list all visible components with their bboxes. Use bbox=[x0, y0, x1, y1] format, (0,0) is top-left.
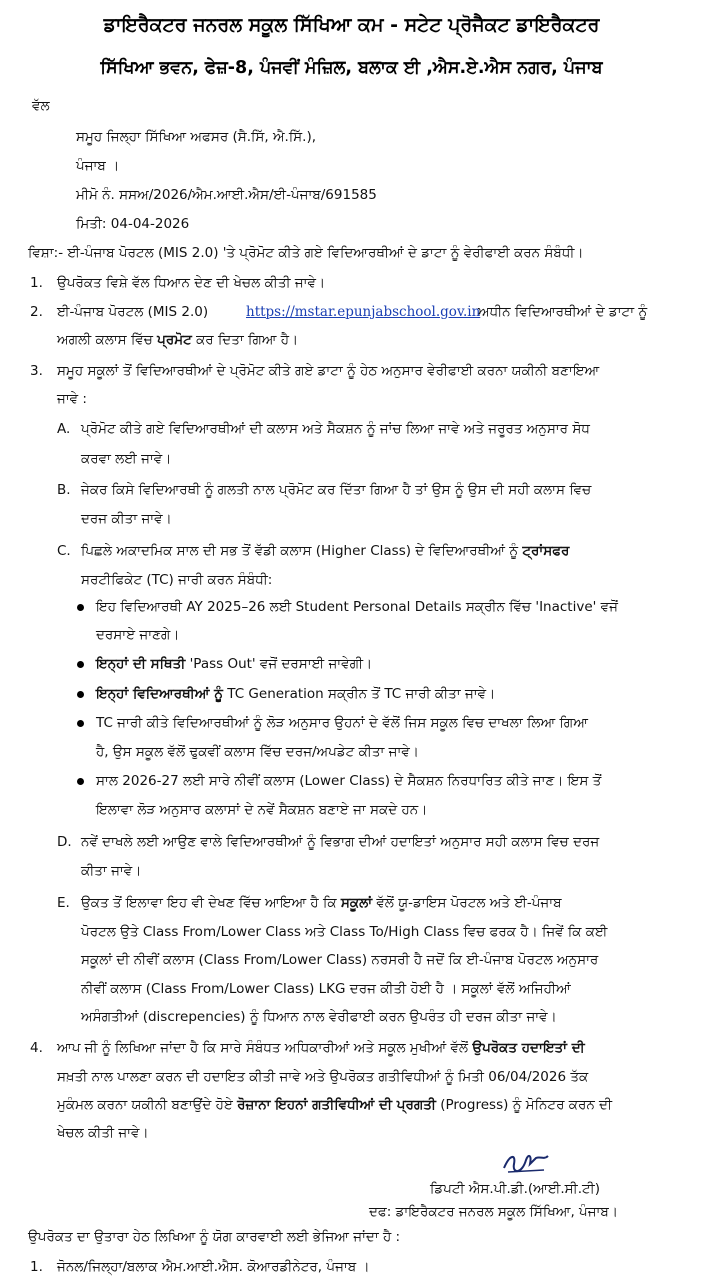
item-e-line3: ਸਕੂਲਾਂ ਦੀ ਨੀਵੀਂ ਕਲਾਸ (Class From/Lower Class) ਨਰਸਰੀ ਹੈ ਜਦੋਂ ਕਿ ਈ-ਪੰਜਾਬ ਪੋਰਟਲ ਅਨੁਸਾਰ bbox=[81, 952, 599, 968]
item-c-label: C. bbox=[57, 543, 71, 559]
addressed-to: ਵੱਲ bbox=[32, 98, 50, 114]
memo-date: ਮਿਤੀ: 04-04-2026 bbox=[76, 216, 190, 232]
item-a-line1: ਪ੍ਰੋਮੋਟ ਕੀਤੇ ਗਏ ਵਿਦਿਆਰਥੀਆਂ ਦੀ ਕਲਾਸ ਅਤੇ ਸੈਕਸ਼ਨ ਨੂੰ ਜਾਂਚ ਲਿਆ ਜਾਵੇ ਅਤੇ ਜਰੂਰਤ ਅਨੁਸਾਰ ਸੋਧ bbox=[81, 421, 590, 437]
p4-line2: ਸਖ਼ਤੀ ਨਾਲ ਪਾਲਣਾ ਕਰਨ ਦੀ ਹਦਾਇਤ ਕੀਤੀ ਜਾਵੇ ਅਤੇ ਉਪਰੋਕਤ ਗਤੀਵਿਧੀਆਂ ਨੂੰ ਮਿਤੀ 06/04/2026 ਤੱਕ bbox=[57, 1069, 589, 1085]
bullet-dot bbox=[77, 661, 84, 668]
p1-text: ਉਪਰੋਕਤ ਵਿਸ਼ੇ ਵੱਲ ਧਿਆਨ ਦੇਣ ਦੀ ਖੇਚਲ ਕੀਤੀ ਜਾਵੇ। bbox=[57, 275, 326, 291]
item-e-line1: ਉਕਤ ਤੋਂ ਇਲਾਵਾ ਇਹ ਵੀ ਦੇਖਣ ਵਿੱਚ ਆਇਆ ਹੈ ਕਿ ਸਕੂਲਾਂ ਵੱਲੋਂ ਯੂ-ਡਾਇਸ ਪੋਰਟਲ ਅਤੇ ਈ-ਪੰਜਾਬ bbox=[81, 895, 562, 911]
item-a-label: A. bbox=[57, 421, 71, 437]
item-c-line1: ਪਿਛਲੇ ਅਕਾਦਮਿਕ ਸਾਲ ਦੀ ਸਭ ਤੋਂ ਵੱਡੀ ਕਲਾਸ (Higher Class) ਦੇ ਵਿਦਿਆਰਥੀਆਂ ਨੂੰ ਟ੍ਰਾਂਸਫਰ bbox=[81, 543, 570, 559]
item-e-label: E. bbox=[57, 895, 70, 911]
bullet-dot bbox=[77, 691, 84, 698]
bullet5-line2: ਇਲਾਵਾ ਲੋੜ ਅਨੁਸਾਰ ਕਲਾਸਾਂ ਦੇ ਨਵੇਂ ਸੈਕਸ਼ਨ ਬਣਾਏ ਜਾ ਸਕਦੇ ਹਨ। bbox=[96, 802, 428, 818]
epunjab-link[interactable]: https://mstar.epunjabschool.gov.in bbox=[246, 304, 481, 320]
subject: ਵਿਸ਼ਾ:- ਈ-ਪੰਜਾਬ ਪੋਰਟਲ (MIS 2.0) 'ਤੇ ਪ੍ਰੋਮੋਟ ਕੀਤੇ ਗਏ ਵਿਦਿਆਰਥੀਆਂ ਦੇ ਡਾਟਾ ਨੂੰ ਵੇਰੀਫਾਈ ਕਰਨ ਸੰਬੰਧੀ। bbox=[28, 245, 584, 261]
p4-line1: ਆਪ ਜੀ ਨੂੰ ਲਿਖਿਆ ਜਾਂਦਾ ਹੈ ਕਿ ਸਾਰੇ ਸੰਬੰਧਤ ਅਧਿਕਾਰੀਆਂ ਅਤੇ ਸਕੂਲ ਮੁਖੀਆਂ ਵੱਲੋਂ ਉਪਰੋਕਤ ਹਦਾਇਤਾਂ ਦੀ bbox=[57, 1040, 585, 1056]
bullet1-line2: ਦਰਸਾਏ ਜਾਣਗੇ। bbox=[96, 627, 180, 643]
header-title: ਡਾਇਰੈਕਟਰ ਜਨਰਲ ਸਕੂਲ ਸਿੱਖਿਆ ਕਮ - ਸਟੇਟ ਪ੍ਰੋਜੈਕਟ ਡਾਇਰੈਕਟਰ bbox=[103, 14, 600, 36]
p3-number: 3. bbox=[30, 363, 43, 379]
p1-number: 1. bbox=[30, 275, 43, 291]
signature-mark bbox=[500, 1150, 552, 1176]
item-e-line4: ਨੀਵੀਂ ਕਲਾਸ (Class From/Lower Class) LKG ਦਰਜ ਕੀਤੀ ਹੋਈ ਹੈ । ਸਕੂਲਾਂ ਵੱਲੋਂ ਅਜਿਹੀਆਂ bbox=[81, 981, 571, 997]
header-address: ਸਿੱਖਿਆ ਭਵਨ, ਫੇਜ਼-8, ਪੰਜਵੀਂ ਮੰਜ਼ਿਲ, ਬਲਾਕ ਈ ,ਐਸ.ਏ.ਐਸ ਨਗਰ, ਪੰਜਾਬ bbox=[100, 58, 603, 78]
bullet1-line1: ਇਹ ਵਿਦਿਆਰਥੀ AY 2025–26 ਲਈ Student Personal Details ਸਕ੍ਰੀਨ ਵਿੱਚ 'Inactive' ਵਜੋਂ bbox=[96, 599, 618, 615]
p2-line1b: ਅਧੀਨ ਵਿਦਿਆਰਥੀਆਂ ਦੇ ਡਾਟਾ ਨੂੰ bbox=[478, 304, 648, 320]
signatory-designation: ਡਿਪਟੀ ਐਸ.ਪੀ.ਡੀ.(ਆਈ.ਸੀ.ਟੀ) bbox=[430, 1181, 600, 1197]
item-b-line2: ਦਰਜ ਕੀਤਾ ਜਾਵੇ। bbox=[81, 511, 172, 527]
bullet5-line1: ਸਾਲ 2026-27 ਲਈ ਸਾਰੇ ਨੀਵੀਂ ਕਲਾਸ (Lower Class) ਦੇ ਸੈਕਸ਼ਨ ਨਿਰਧਾਰਿਤ ਕੀਤੇ ਜਾਣ। ਇਸ ਤੋਂ bbox=[96, 773, 602, 789]
recipient-state: ਪੰਜਾਬ । bbox=[76, 158, 120, 174]
endorsement-item-number: 1. bbox=[30, 1259, 43, 1275]
bullet-dot bbox=[77, 778, 84, 785]
endorsement-line: ਉਪਰੋਕਤ ਦਾ ਉਤਾਰਾ ਹੇਠ ਲਿਖਿਆ ਨੂੰ ਯੋਗ ਕਾਰਵਾਈ ਲਈ ਭੇਜਿਆ ਜਾਂਦਾ ਹੈ : bbox=[28, 1229, 401, 1245]
item-a-line2: ਕਰਵਾ ਲਈ ਜਾਵੇ। bbox=[81, 451, 172, 467]
endorsement-item: ਜੋਨਲ/ਜਿਲ੍ਹਾ/ਬਲਾਕ ਐਮ.ਆਈ.ਐਸ. ਕੋਆਰਡੀਨੇਟਰ, ਪੰਜਾਬ । bbox=[57, 1259, 370, 1275]
item-d-line2: ਕੀਤਾ ਜਾਵੇ। bbox=[81, 863, 142, 879]
item-c-line2: ਸਰਟੀਫਿਕੇਟ (TC) ਜਾਰੀ ਕਰਨ ਸੰਬੰਧੀ: bbox=[81, 572, 273, 588]
item-d-label: D. bbox=[57, 834, 72, 850]
item-d-line1: ਨਵੇਂ ਦਾਖਲੇ ਲਈ ਆਉਣ ਵਾਲੇ ਵਿਦਿਆਰਥੀਆਂ ਨੂੰ ਵਿਭਾਗ ਦੀਆਂ ਹਦਾਇਤਾਂ ਅਨੁਸਾਰ ਸਹੀ ਕਲਾਸ ਵਿਚ ਦਰਜ bbox=[81, 834, 600, 850]
bullet4-line1: TC ਜਾਰੀ ਕੀਤੇ ਵਿਦਿਆਰਥੀਆਂ ਨੂੰ ਲੋੜ ਅਨੁਸਾਰ ਉਹਨਾਂ ਦੇ ਵੱਲੋਂ ਜਿਸ ਸਕੂਲ ਵਿਚ ਦਾਖਲਾ ਲਿਆ ਗਿਆ bbox=[96, 715, 588, 731]
p2-number: 2. bbox=[30, 304, 43, 320]
p4-line3: ਮੁਕੰਮਲ ਕਰਨਾ ਯਕੀਨੀ ਬਣਾਉਂਦੇ ਹੋਏ ਰੋਜ਼ਾਨਾ ਇਹਨਾਂ ਗਤੀਵਿਧੀਆਂ ਦੀ ਪ੍ਰਗਤੀ (Progress) ਨੂੰ ਮੋਨਿਟਰ ਕਰਨ ਦੀ bbox=[57, 1097, 613, 1113]
item-b-label: B. bbox=[57, 482, 71, 498]
bullet4-line2: ਹੈ, ਉਸ ਸਕੂਲ ਵੱਲੋਂ ਢੁਕਵੀਂ ਕਲਾਸ ਵਿੱਚ ਦਰਜ/ਅਪਡੇਟ ਕੀਤਾ ਜਾਵੇ। bbox=[96, 744, 419, 760]
recipient: ਸਮੂਹ ਜਿਲ੍ਹਾ ਸਿੱਖਿਆ ਅਫਸਰ (ਸੈ.ਸਿੱ, ਐ.ਸਿੱ.), bbox=[76, 129, 317, 145]
bullet-dot bbox=[77, 720, 84, 727]
p4-number: 4. bbox=[30, 1040, 43, 1056]
signatory-office: ਦਫ: ਡਾਇਰੈਕਟਰ ਜਨਰਲ ਸਕੂਲ ਸਿੱਖਿਆ, ਪੰਜਾਬ। bbox=[369, 1204, 618, 1220]
bullet3: ਇਨ੍ਹਾਂ ਵਿਦਿਆਰਥੀਆਂ ਨੂੰ TC Generation ਸਕ੍ਰੀਨ ਤੋਂ TC ਜਾਰੀ ਕੀਤਾ ਜਾਵੇ। bbox=[96, 686, 496, 702]
p4-line4: ਖੇਚਲ ਕੀਤੀ ਜਾਵੇ। bbox=[57, 1125, 149, 1141]
p3-line1: ਸਮੂਹ ਸਕੂਲਾਂ ਤੋਂ ਵਿਦਿਆਰਥੀਆਂ ਦੇ ਪ੍ਰੋਮੋਟ ਕੀਤੇ ਗਏ ਡਾਟਾ ਨੂੰ ਹੇਠ ਅਨੁਸਾਰ ਵੇਰੀਫਾਈ ਕਰਨਾ ਯਕੀਨੀ ਬਣਾਇਆ bbox=[57, 363, 600, 379]
item-e-line2: ਪੋਰਟਲ ਉਤੇ Class From/Lower Class ਅਤੇ Class To/High Class ਵਿਚ ਫਰਕ ਹੈ। ਜਿਵੇਂ ਕਿ ਕਈ bbox=[81, 924, 608, 940]
bullet-dot bbox=[77, 604, 84, 611]
item-e-line5: ਅਸੰਗਤੀਆਂ (discrepencies) ਨੂੰ ਧਿਆਨ ਨਾਲ ਵੇਰੀਫਾਈ ਕਰਨ ਉਪਰੰਤ ਹੀ ਦਰਜ ਕੀਤਾ ਜਾਵੇ। bbox=[81, 1009, 557, 1025]
p2-line1a: ਈ-ਪੰਜਾਬ ਪੋਰਟਲ (MIS 2.0) bbox=[57, 304, 209, 320]
bullet2: ਇਨ੍ਹਾਂ ਦੀ ਸਥਿਤੀ 'Pass Out' ਵਜੋਂ ਦਰਸਾਈ ਜਾਵੇਗੀ। bbox=[96, 656, 373, 672]
p3-line2: ਜਾਵੇ : bbox=[57, 391, 87, 407]
memo-number: ਮੀਮੋ ਨੰ. ਸਸਅ/2026/ਐਮ.ਆਈ.ਐਸ/ਈ-ਪੰਜਾਬ/691585 bbox=[76, 187, 377, 203]
p2-line2: ਅਗਲੀ ਕਲਾਸ ਵਿੱਚ ਪ੍ਰਮੋਟ ਕਰ ਦਿਤਾ ਗਿਆ ਹੈ। bbox=[57, 332, 299, 348]
item-b-line1: ਜੇਕਰ ਕਿਸੇ ਵਿਦਿਆਰਥੀ ਨੂੰ ਗਲਤੀ ਨਾਲ ਪ੍ਰੋਮੋਟ ਕਰ ਦਿੱਤਾ ਗਿਆ ਹੈ ਤਾਂ ਉਸ ਨੂੰ ਉਸ ਦੀ ਸਹੀ ਕਲਾਸ ਵਿਚ bbox=[81, 482, 592, 498]
